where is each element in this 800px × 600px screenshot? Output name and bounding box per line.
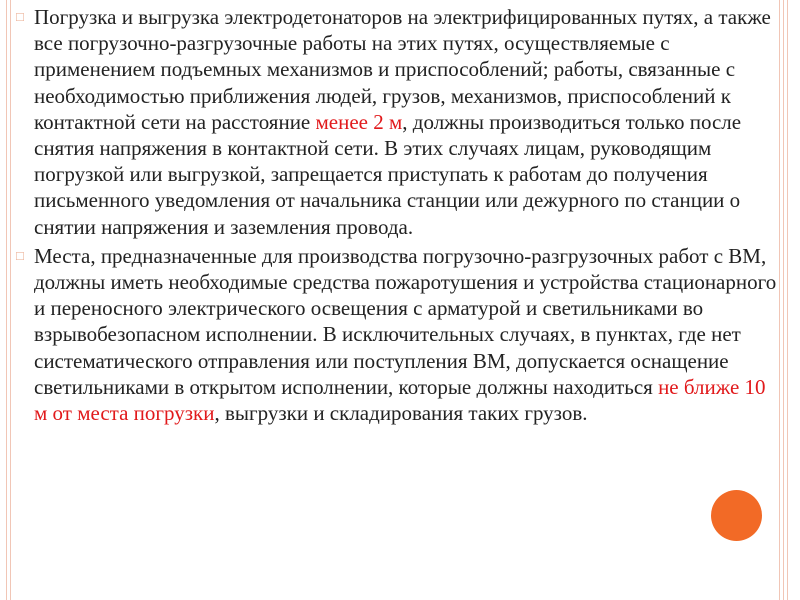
highlighted-distance: менее 2 м	[315, 109, 403, 134]
bullet-text-segment: Места, предназначенные для производства погрузочно-разгрузочных работ с ВМ, должны иметь необходимые средства пожаротушения и устройства стационарного и переносного электрического освещения с арматурой и светильниками во взрывобезопасном исполнении. В исключительных случаях, в пунктах, где нет систематического отправления или поступления ВМ, допускается оснащение светильниками в открытом исполнении, которые должны находиться	[34, 243, 777, 399]
highlighted-distance: не ближе 10 м от места погрузки	[34, 374, 766, 426]
bullet-text-segment: , выгрузки и складирования таких грузов.	[214, 401, 588, 426]
bullet-text	[34, 4, 778, 240]
hollow-square-bullet-icon: □	[16, 9, 24, 24]
slide-body	[10, 4, 778, 429]
right-decorative-stripe	[787, 0, 788, 600]
left-decorative-stripe	[6, 0, 7, 600]
bullet-text	[34, 243, 778, 426]
right-decorative-stripe	[783, 0, 784, 600]
bullet-text-segment: , должны производиться только после снятия напряжения в контактной сети. В этих случаях лицам, руководящим погрузкой или выгрузкой, запрещается приступать к работам до получения письменного уведомления от начальника станции или дежурного по станции о снятии напряжения и заземления провода.	[34, 109, 742, 239]
bullet-text-segment: Погрузка и выгрузка электродетонаторов на электрифицированных путях, а также все погрузочно-разгрузочные работы на этих путях, осуществляемые с применением подъемных механизмов и приспособлений; работы, связанные с необходимостью приближения людей, грузов, механизмов, приспособлений к контактной сети на расстояние	[34, 5, 771, 134]
bullet-item-loading-places	[10, 243, 778, 426]
right-decorative-stripe	[779, 0, 780, 600]
bullet-item-electrodetonators	[10, 4, 778, 240]
hollow-square-bullet-icon: □	[16, 247, 24, 263]
orange-circle-decoration	[711, 490, 762, 541]
